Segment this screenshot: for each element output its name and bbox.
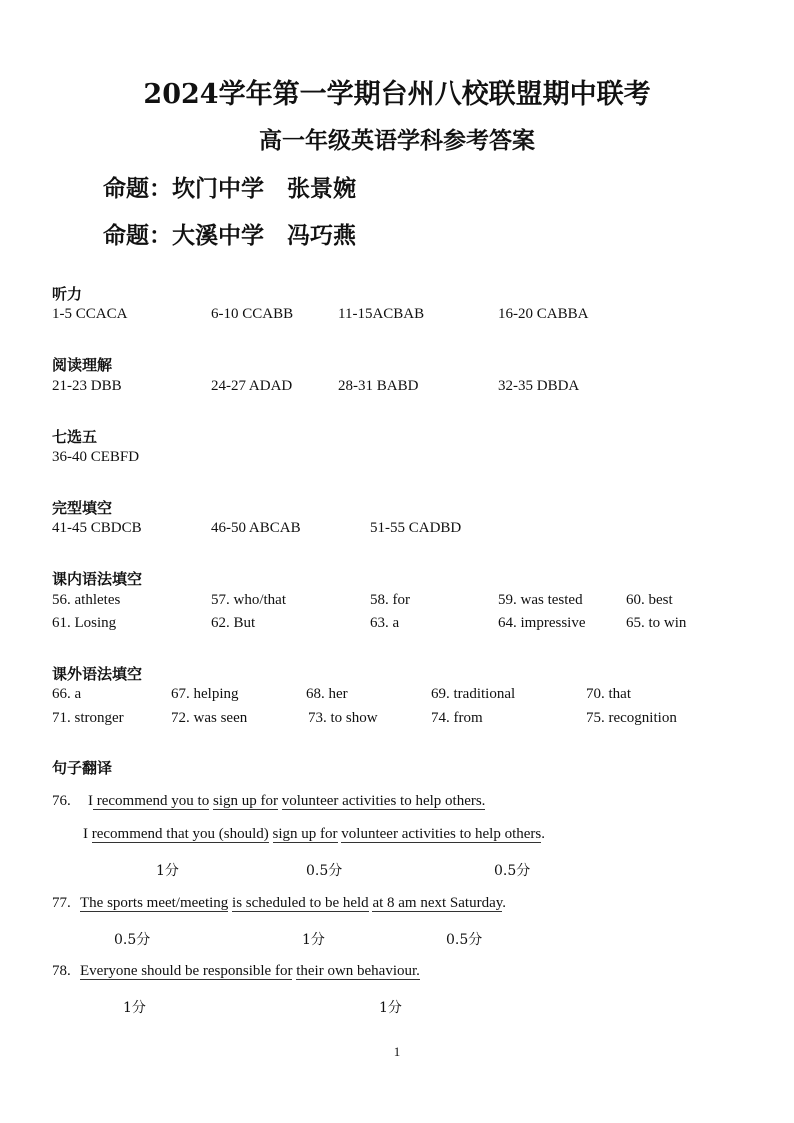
text-segment: I xyxy=(83,826,92,842)
answer-item: 59. was tested xyxy=(498,592,583,608)
answer-item: 24-27 ADAD xyxy=(211,378,293,394)
translation-line xyxy=(80,963,420,980)
answer-item: 73. to show xyxy=(308,710,378,726)
text-segment: I xyxy=(88,793,93,809)
answer-item: 75. recognition xyxy=(586,710,677,726)
answer-item: 68. her xyxy=(306,686,348,702)
answer-item: 66. a xyxy=(52,686,82,702)
question-number: 78. xyxy=(52,963,71,979)
answer-item: 62. But xyxy=(211,615,256,631)
score-label: 0.5分 xyxy=(494,863,531,879)
score-label: 0.5分 xyxy=(114,932,151,948)
translation-line xyxy=(83,826,545,843)
score-label: 0.5分 xyxy=(446,932,483,948)
section-heading-cloze: 完型填空 xyxy=(52,499,113,517)
answer-item: 67. helping xyxy=(171,686,239,702)
answer-item: 11-15ACBAB xyxy=(338,306,425,322)
translation-line xyxy=(80,895,506,912)
score-label: 1分 xyxy=(302,932,325,948)
question-number: 76. xyxy=(52,793,71,809)
text-segment: . xyxy=(502,895,507,911)
underlined-segment: Everyone should be responsible for xyxy=(80,963,293,979)
answer-item: 32-35 DBDA xyxy=(498,378,580,394)
answer-item: 16-20 CABBA xyxy=(498,306,589,322)
underlined-segment: volunteer activities to help others. xyxy=(281,793,486,809)
question-number: 77. xyxy=(52,895,71,911)
answer-item: 71. stronger xyxy=(52,710,124,726)
answer-item: 58. for xyxy=(370,592,410,608)
underlined-segment: sign up for xyxy=(212,793,278,809)
score-label: 0.5分 xyxy=(306,863,343,879)
translation-line xyxy=(88,793,485,810)
underlined-segment: their own behaviour. xyxy=(296,963,420,979)
section-heading-translation: 句子翻译 xyxy=(52,759,113,777)
answer-item: 41-45 CBDCB xyxy=(52,520,142,536)
underlined-segment: sign up for xyxy=(272,826,338,842)
answer-item: 72. was seen xyxy=(171,710,248,726)
section-heading-seven-five: 七选五 xyxy=(52,428,98,446)
underlined-segment: recommend that you (should) xyxy=(91,826,269,842)
answer-item: 21-23 DBB xyxy=(52,378,122,394)
author-line-1: 命题：坎门中学 张景婉 xyxy=(103,175,356,202)
answer-item: 6-10 CCABB xyxy=(211,306,294,322)
page-number: 1 xyxy=(393,1044,401,1059)
score-label: 1分 xyxy=(379,1000,402,1016)
author-line-2: 命题：大溪中学 冯巧燕 xyxy=(103,222,356,249)
score-label: 1分 xyxy=(123,1000,146,1016)
answer-item: 65. to win xyxy=(626,615,687,631)
section-heading-grammar-in: 课内语法填空 xyxy=(52,570,143,588)
answer-item: 57. who/that xyxy=(211,592,286,608)
answer-item: 56. athletes xyxy=(52,592,121,608)
underlined-segment: The sports meet/meeting xyxy=(80,895,229,911)
answer-item: 74. from xyxy=(431,710,483,726)
underlined-segment: at 8 am next Saturday xyxy=(372,895,503,911)
answer-item: 28-31 BABD xyxy=(338,378,419,394)
text-segment xyxy=(269,826,273,842)
answer-item: 70. that xyxy=(586,686,631,702)
score-label: 1分 xyxy=(156,863,179,879)
page-subtitle: 高一年级英语学科参考答案 xyxy=(259,127,535,154)
section-heading-listening: 听力 xyxy=(52,285,83,303)
underlined-segment: is scheduled to be held xyxy=(232,895,369,911)
section-heading-grammar-out: 课外语法填空 xyxy=(52,665,143,683)
answer-item: 1-5 CCACA xyxy=(52,306,128,322)
underlined-segment: recommend you to xyxy=(93,793,210,809)
answer-item: 64. impressive xyxy=(498,615,586,631)
text-segment: . xyxy=(541,826,545,842)
page-title: 2024学年第一学期台州八校联盟期中联考 xyxy=(143,79,651,110)
section-heading-reading: 阅读理解 xyxy=(52,356,113,374)
answer-item: 69. traditional xyxy=(431,686,516,702)
answer-item: 46-50 ABCAB xyxy=(211,520,301,536)
answer-item: 36-40 CEBFD xyxy=(52,449,140,465)
answer-item: 51-55 CADBD xyxy=(370,520,462,536)
answer-item: 61. Losing xyxy=(52,615,117,631)
answer-item: 63. a xyxy=(370,615,400,631)
underlined-segment: volunteer activities to help others xyxy=(341,826,542,842)
answer-item: 60. best xyxy=(626,592,673,608)
